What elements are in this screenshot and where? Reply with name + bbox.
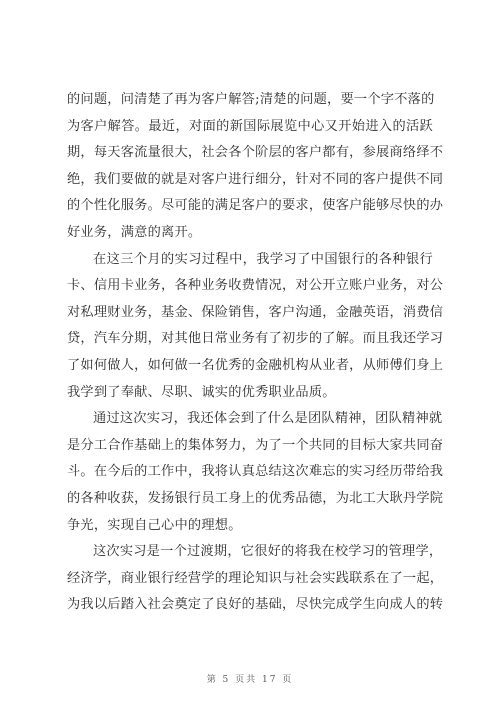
text-line: 这次实习是一个过渡期，它很好的将我在校学习的管理学， <box>93 544 443 560</box>
text-line: 的问题，问清楚了再为客户解答;清楚的问题，要一个字不落的 <box>67 92 435 107</box>
body-text <box>67 87 444 619</box>
text-line: 在这三个月的实习过程中，我学习了中国银行的各种银行 <box>93 251 433 267</box>
paragraph-1 <box>67 87 444 247</box>
text-line: 经济学，商业银行经营学的理论知识与社会实践联系在了一起， <box>67 570 444 586</box>
paragraph-4 <box>67 539 444 619</box>
text-line: 通过这次实习，我还体会到了什么是团队精神，团队精神就 <box>93 411 443 427</box>
text-line: 贷，汽车分期，对其他日常业务有了初步的了解。而且我还学习 <box>67 331 444 347</box>
page-number: 第 5 页共 17 页 <box>206 675 294 685</box>
paragraph-3 <box>67 406 444 539</box>
text-line: 期，每天客流量很大，社会各个阶层的客户都有，参展商络绎不 <box>67 145 444 161</box>
paragraph-2 <box>67 247 444 407</box>
text-line: 好业务，满意的离开。 <box>67 224 202 240</box>
text-line: 卡、信用卡业务，各种业务收费情况，对公开立账户业务，对公 <box>67 278 444 294</box>
text-line: 是分工合作基础上的集体努力，为了一个共同的目标大家共同奋 <box>67 437 444 453</box>
text-line: 的各种收获，发扬银行员工身上的优秀品德，为北工大耿丹学院 <box>67 490 444 506</box>
text-line: 争光，实现自己心中的理想。 <box>67 517 242 533</box>
text-line: 对私理财业务，基金、保险销售，客户沟通，金融英语，消费信 <box>67 304 444 320</box>
text-line: 为我以后踏入社会奠定了良好的基础，尽快完成学生向成人的转 <box>67 597 444 613</box>
text-line: 的个性化服务。尽可能的满足客户的要求，使客户能够尽快的办 <box>67 198 444 214</box>
text-line: 斗。在今后的工作中，我将认真总结这次难忘的实习经历带给我 <box>67 464 444 480</box>
text-line: 了如何做人，如何做一名优秀的金融机构从业者，从师傅们身上 <box>67 357 444 373</box>
text-line: 我学到了奉献、尽职、诚实的优秀职业品质。 <box>67 384 336 400</box>
text-line: 绝，我们要做的就是对客户进行细分，针对不同的客户提供不同 <box>67 171 444 187</box>
text-line: 为客户解答。最近，对面的新国际展览中心又开始进入的活跃 <box>67 118 433 134</box>
